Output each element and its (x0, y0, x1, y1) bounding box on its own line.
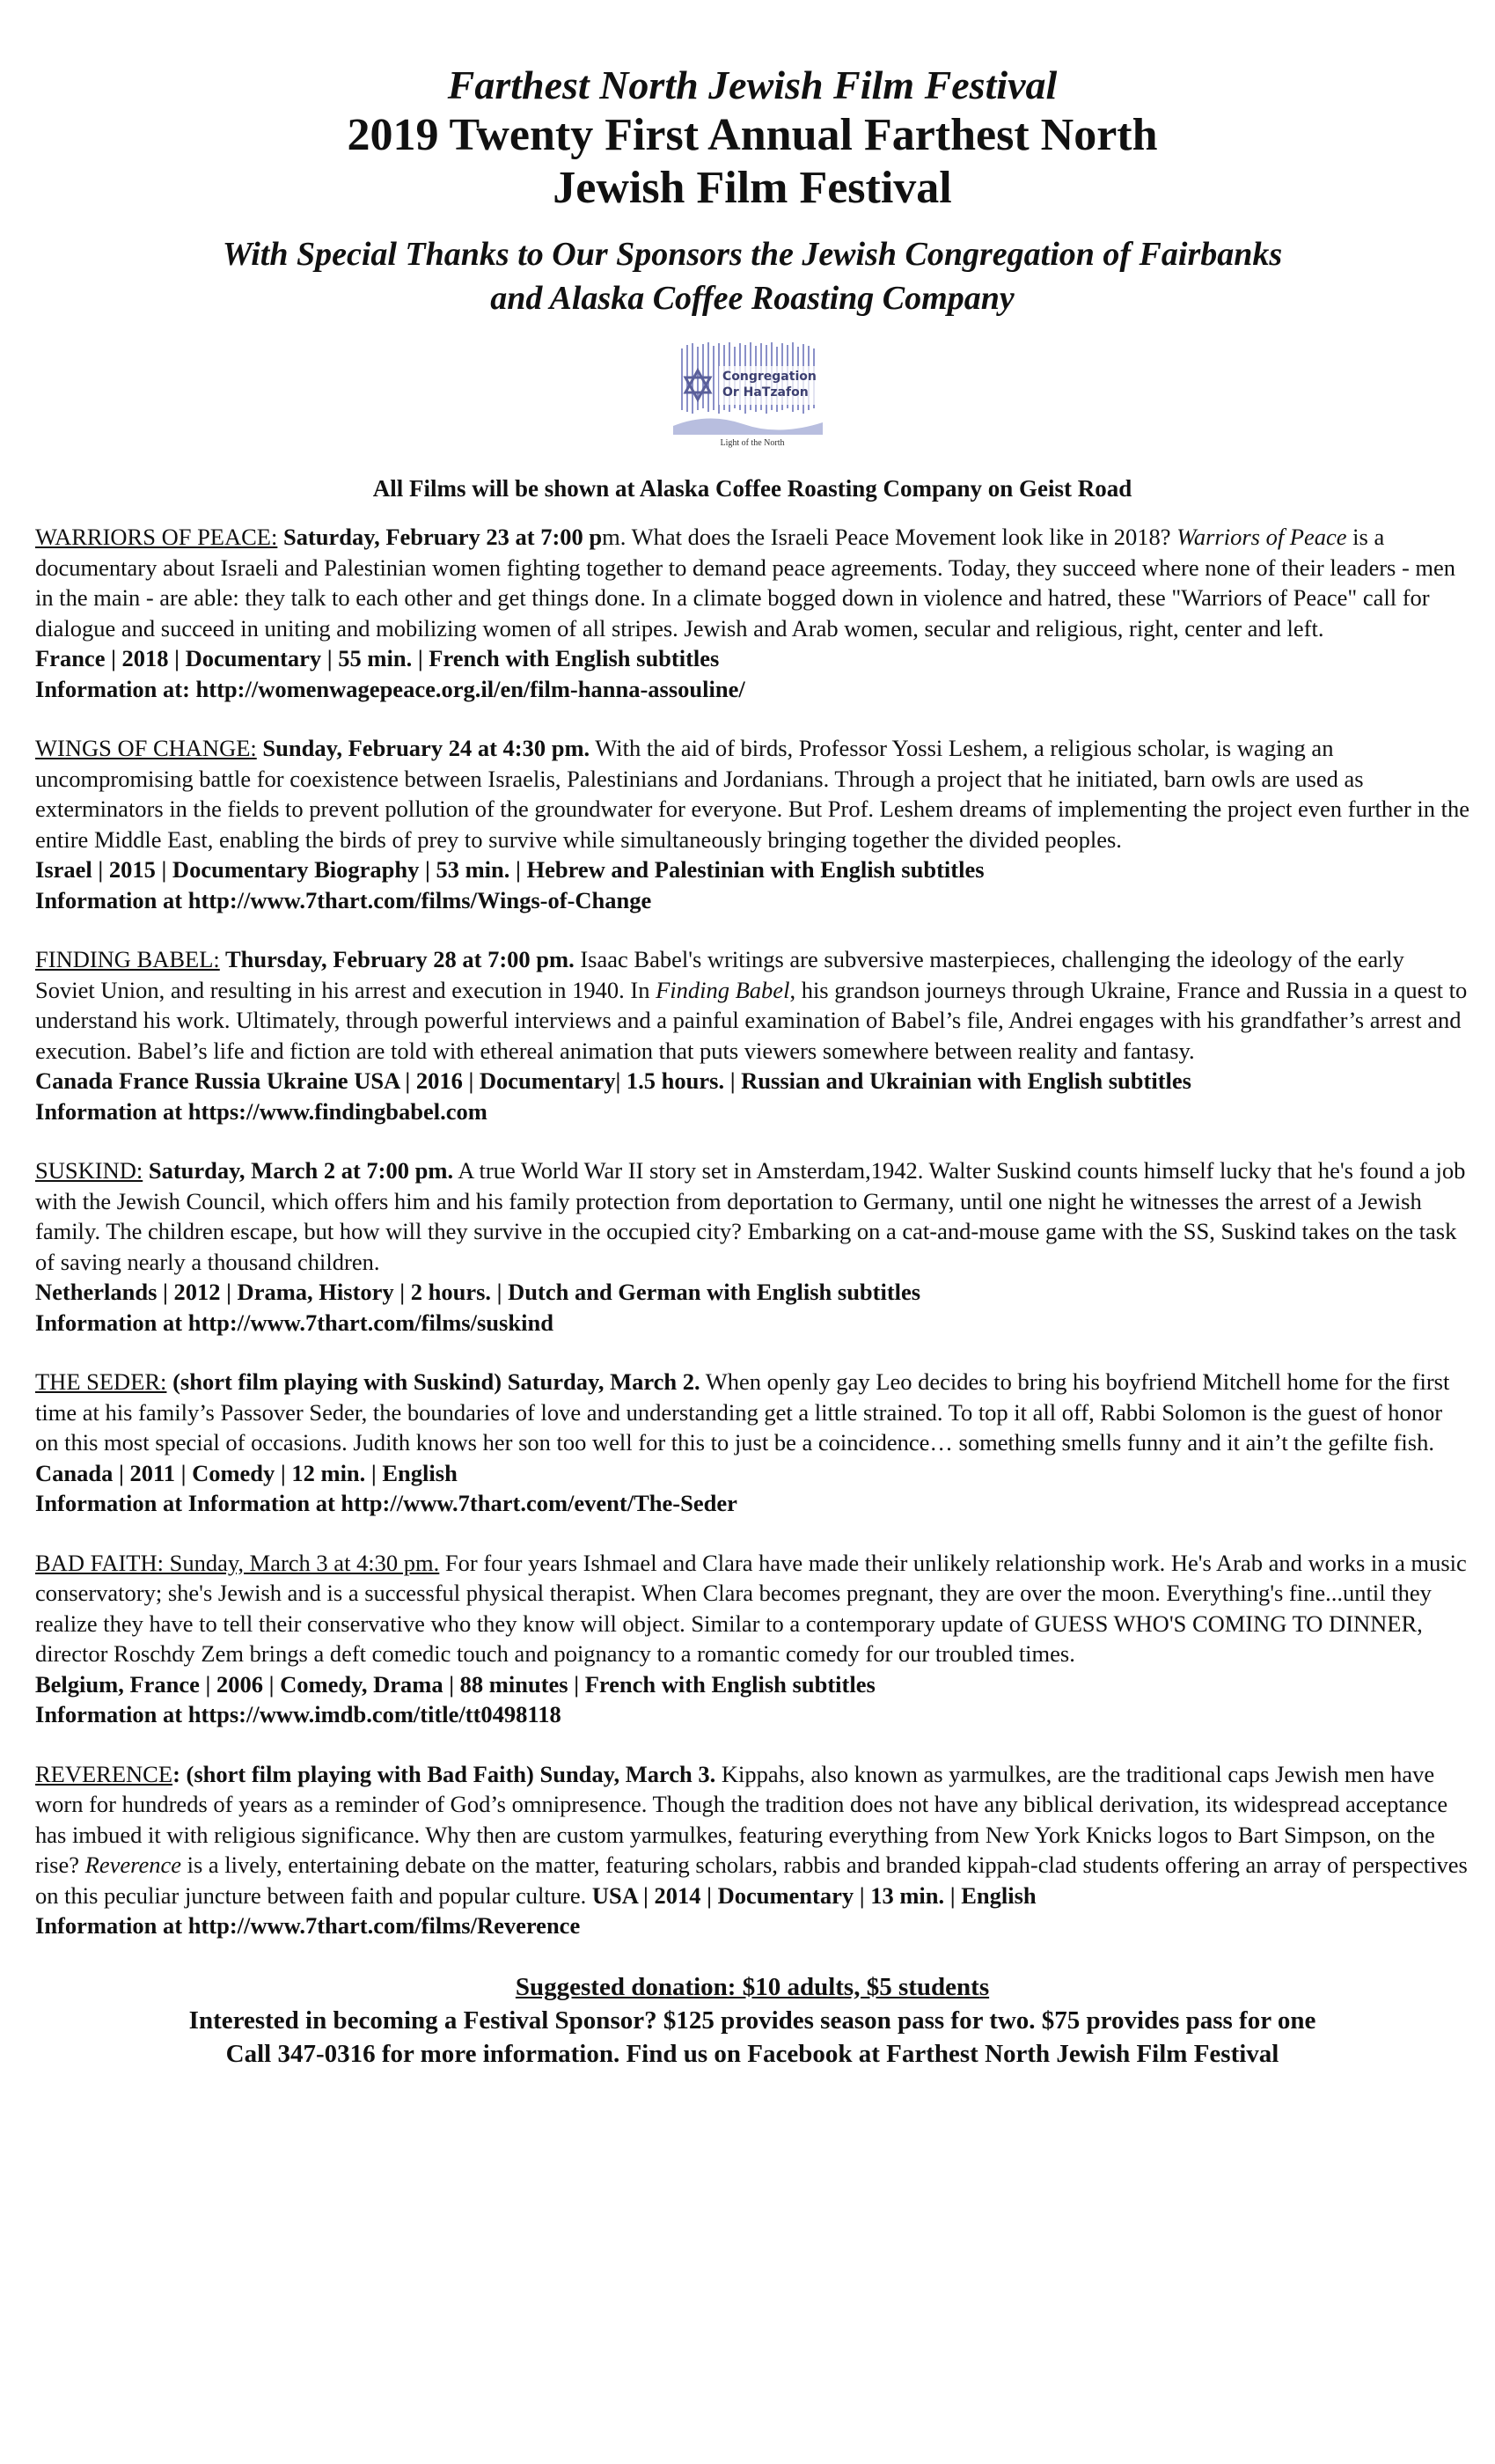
film-entry (35, 1155, 1469, 1338)
film-info-link[interactable]: Information at http://www.7thart.com/films/Reverence (35, 1912, 581, 1939)
logo-name-line2: Or HaTzafon (722, 385, 809, 400)
film-details: Israel | 2015 | Documentary Biography | 53 min. | Hebrew and Palestinian with English subtitles (35, 856, 985, 883)
film-entry (35, 733, 1469, 915)
film-description: With the aid of birds, Professor Yossi Leshem, a religious scholar, is waging an uncompromising battle for coexistence between Israelis, Palestinians and Jordanians. Through a project that he initiated, barn owls are used as exterminators in the fields to prevent pollution of the groundwater for everyone. But Prof. Leshem dreams of implementing the project even further in the entire Middle East, enabling the birds of prey to survive while simultaneously bringing together the divided peoples. (35, 735, 1470, 853)
congregation-logo (664, 340, 840, 454)
film-info-link[interactable]: Information at https://www.findingbabel.com (35, 1097, 487, 1125)
film-description-cont: , his grandson journeys through Ukraine, France and Russia in a quest to understand his work. Ultimately, through powerful interviews and a painful examination of Babel’s file, Andrei engages with his grandfather’s arrest and execution. Babel’s life and fiction are told with ethereal animation that puts viewers somewhere between reality and fantasy. (35, 976, 1468, 1064)
film-description-cont: is a lively, entertaining debate on the matter, featuring scholars, rabbis and branded kippah-clad students offering an array of perspectives on this peculiar juncture between faith and popular culture. (35, 1852, 1468, 1909)
film-title-italic: Reverence (84, 1852, 181, 1878)
film-title: WARRIORS OF PEACE: (35, 524, 278, 550)
film-entry (35, 1759, 1469, 1941)
film-description: What does the Israeli Peace Movement look like in 2018? (626, 524, 1177, 550)
film-description: For four years Ishmael and Clara have made their unlikely relationship work. He's Arab and works in a music conservatory; she's Jewish and is a successful physical therapist. When Clara becomes pregnant, they are over the moon. Everything's fine...until they realize they have to tell their conservative who they know will object. Similar to a contemporary update of GUESS WHO'S COMING TO DINNER, director Roschdy Zem brings a deft comedic touch and poignancy to a romantic comedy for our troubled times. (35, 1549, 1467, 1667)
flyer-page (35, 62, 1469, 2071)
logo-name-line1: Congregation (722, 370, 817, 384)
film-info-link[interactable]: Information at: http://womenwagepeace.org.il/en/film-hanna-assouline/ (35, 675, 745, 702)
film-title-colon: : (172, 1760, 180, 1787)
sponsor-thanks-line1: With Special Thanks to Our Sponsors the Jewish Congregation of Fairbanks (222, 236, 1283, 273)
film-showtime: Saturday, March 2 at 7:00 pm. (143, 1157, 454, 1184)
film-details: Canada | 2011 | Comedy | 12 min. | English (35, 1459, 458, 1486)
film-title: WINGS OF CHANGE: (35, 735, 257, 761)
film-details: USA | 2014 | Documentary | 13 min. | English (591, 1881, 1037, 1909)
film-showtime: (short film playing with Suskind) Saturday, March 2. (166, 1368, 700, 1395)
film-description: Kippahs, also known as yarmulkes, are the traditional caps Jewish men have worn for hundreds of years as a reminder of God’s omnipresence. Though the tradition does not have any biblical derivation, its widespread acceptance has imbued it with religious significance. Why then are custom yarmulkes, featuring everything from New York Knicks logos to Bart Simpson, on the rise? (35, 1760, 1448, 1878)
festival-title-line1: 2019 Twenty First Annual Farthest North (347, 110, 1158, 160)
footer (35, 1970, 1469, 2071)
film-showtime: Thursday, February 28 at 7:00 pm. (219, 946, 575, 972)
festival-title-line2: Jewish Film Festival (553, 163, 952, 213)
film-details: Netherlands | 2012 | Drama, History | 2 hours. | Dutch and German with English subtitles (35, 1279, 921, 1305)
film-showtime: Sunday, February 24 at 4:30 pm. (256, 735, 590, 761)
venue-note: All Films will be shown at Alaska Coffee Roasting Company on Geist Road (372, 475, 1132, 502)
film-entry (35, 944, 1469, 1126)
contact-info: Call 347-0316 for more information. Find us on Facebook at Farthest North Jewish Film Festival (225, 2039, 1279, 2068)
film-details: Canada France Russia Ukraine USA | 2016 | Documentary| 1.5 hours. | Russian and Ukrainian with English subtitles (35, 1067, 1191, 1094)
film-info-link[interactable]: Information at http://www.7thart.com/films/Wings-of-Change (35, 886, 652, 913)
film-info-link[interactable]: Information at http://www.7thart.com/films/suskind (35, 1309, 553, 1336)
film-showtime-tail: m. (602, 524, 627, 550)
film-showtime: (short film playing with Bad Faith) Sunday, March 3. (180, 1760, 716, 1787)
film-info-link[interactable]: Information at Information at http://www.7thart.com/event/The-Seder (35, 1490, 737, 1516)
film-description: A true World War II story set in Amsterdam,1942. Walter Suskind counts himself lucky that he's found a job with the Jewish Council, which offers him and his family protection from deportation to Germany, until one night he witnesses the arrest of a Jewish family. The children escape, but how will they survive in the occupied city? Embarking on a cat-and-mouse game with the SS, Suskind takes on the task of saving nearly a thousand children. (35, 1157, 1466, 1275)
film-entry (35, 1367, 1469, 1519)
film-title: SUSKIND: (35, 1157, 143, 1184)
film-entry (35, 1548, 1469, 1730)
suggested-donation: Suggested donation: $10 adults, $5 students (515, 1972, 990, 2001)
logo-tagline: Light of the North (720, 438, 785, 448)
film-info-link[interactable]: Information at https://www.imdb.com/title/tt0498118 (35, 1701, 561, 1727)
film-details: France | 2018 | Documentary | 55 min. | French with English subtitles (35, 645, 720, 671)
film-entry (35, 522, 1469, 704)
film-title-italic: Warriors of Peace (1176, 524, 1347, 550)
film-details: Belgium, France | 2006 | Comedy, Drama | 88 minutes | French with English subtitles (35, 1670, 876, 1698)
film-title: BAD FAITH: Sunday, March 3 at 4:30 pm. (35, 1549, 440, 1576)
film-title: FINDING BABEL: (35, 946, 220, 972)
sponsor-thanks (35, 232, 1469, 320)
film-description: When openly gay Leo decides to bring his boyfriend Mitchell home for the first time at his family’s Passover Seder, the boundaries of love and understanding get a little strained. To top it all off, Rabbi Solomon is the guest of honor on this most special of occasions. Judith knows her son too well for this to just be a coincidence… something smells funny and it ain’t the gefilte fish. (35, 1368, 1450, 1456)
film-description-cont: is a documentary about Israeli and Palestinian women fighting together to demand peace agreements. Today, they succeed where none of their leaders - men in the main - are able: they talk to each other and get things done. In a climate bogged down in violence and hatred, these "Warriors of Peace" call for dialogue and succeed in uniting and mobilizing women of all stripes. Jewish and Arab women, secular and religious, right, center and left. (35, 524, 1456, 642)
sponsor-thanks-line2: and Alaska Coffee Roasting Company (490, 280, 1015, 317)
film-showtime: Saturday, February 23 at 7:00 p (277, 524, 603, 550)
film-description: Isaac Babel's writings are subversive masterpieces, challenging the ideology of the early Soviet Union, and resulting in his arrest and execution in 1940. In (35, 946, 1404, 1003)
sponsor-offer: Interested in becoming a Festival Sponsor? $125 provides season pass for two. $75 provides pass for one (188, 2006, 1316, 2035)
film-title: REVERENCE (35, 1760, 173, 1787)
film-title-italic: Finding Babel (656, 976, 790, 1003)
film-title: THE SEDER: (35, 1368, 167, 1395)
festival-name: Farthest North Jewish Film Festival (447, 62, 1058, 107)
